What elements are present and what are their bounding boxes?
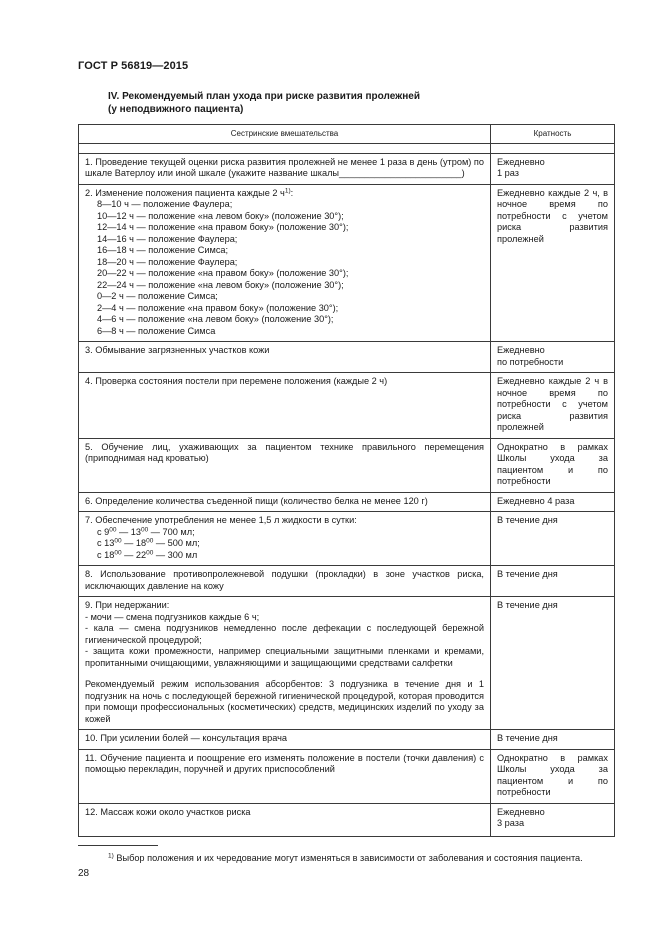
document-header: ГОСТ Р 56819—2015 (78, 60, 189, 72)
table-row (79, 153, 615, 184)
fluid-minutes: 00 (114, 549, 122, 556)
intervention-cell: 6. Определение количества съеденной пищи (количество белка не менее 120 г) (79, 492, 491, 512)
schedule-item: 4—6 ч — положение «на левом боку» (положение 30°); (97, 314, 334, 324)
table-row (79, 597, 615, 730)
table-row (79, 438, 615, 492)
frequency-cell: В течение дня (491, 512, 615, 566)
intervention-title-tail: : (290, 187, 294, 198)
absorbent-recommendation: Рекомендуемый режим использования абсорбентов: 3 подгузника в течение дня и 1 подгузник на ночь с последующей бережной гигиенической процедурой, которая проводится при помощи профессиональных (косметических) средств, медицинских изделий по уходу за кожей (85, 679, 484, 724)
intervention-cell: 10. При усилении болей — консультация врача (79, 730, 491, 750)
schedule-item: 8—10 ч — положение Фаулера; (97, 199, 233, 209)
intervention-cell: 4. Проверка состояния постели при перемене положения (каждые 2 ч) (79, 373, 491, 439)
table-row (79, 512, 615, 566)
frequency-cell: Ежедневно каждые 2 ч, в ночное время по потребности с учетом риска развития пролежней (491, 184, 615, 342)
fluid-item (85, 527, 484, 539)
fluid-time: — 18 (121, 538, 147, 548)
fluid-minutes: 00 (114, 537, 122, 545)
fluid-minutes: 00 (109, 526, 117, 533)
intervention-cell (79, 512, 491, 566)
frequency-line: 3 раза (497, 818, 525, 828)
schedule-item: 12—14 ч — положение «на правом боку» (положение 30°); (97, 222, 349, 232)
fluid-minutes: 00 (146, 549, 154, 556)
table-row (79, 184, 615, 342)
fluid-volume: — 700 мл; (148, 526, 195, 537)
frequency-cell (491, 803, 615, 836)
footnote-mark: 1) (108, 852, 114, 860)
fluid-time: — 22 (121, 549, 147, 560)
table-row (79, 803, 615, 836)
section-title (108, 90, 588, 116)
incontinence-line: 9. При недержании: (85, 600, 170, 610)
header-gap (79, 143, 615, 153)
intervention-cell: 12. Массаж кожи около участков риска (79, 803, 491, 836)
fluid-time: с 18 (97, 549, 115, 560)
table-row (79, 749, 615, 803)
fluid-minutes: 00 (146, 537, 154, 545)
schedule-item: 10—12 ч — положение «на левом боку» (положение 30°); (97, 210, 344, 221)
frequency-cell (491, 342, 615, 373)
intervention-cell: 3. Обмывание загрязненных участков кожи (79, 342, 491, 373)
intervention-cell: 5. Обучение лиц, ухаживающих за пациентом технике правильного перемещения (приподнимая над кроватью) (79, 438, 491, 492)
footnote-text: Выбор положения и их чередование могут изменяться в зависимости от заболевания и состояния пациента. (113, 853, 583, 863)
column-header-frequency: Кратность (491, 125, 615, 144)
table-row (79, 730, 615, 750)
section-title-line-1: IV. Рекомендуемый план ухода при риске развития пролежней (108, 91, 420, 102)
fluid-item (85, 538, 484, 550)
section-title-line-2: (у неподвижного пациента) (108, 104, 244, 115)
frequency-cell: Ежедневно каждые 2 ч в ночное время по потребности с учетом риска развития пролежней (491, 373, 615, 439)
fluid-time: с 13 (97, 538, 115, 548)
table-header-row (79, 125, 615, 144)
schedule-item: 6—8 ч — положение Симса (97, 325, 216, 336)
incontinence-line: - мочи — смена подгузников каждые 6 ч; (85, 611, 260, 622)
frequency-cell: В течение дня (491, 730, 615, 750)
intervention-cell: 8. Использование противопролежневой подушки (прокладки) в зоне участков риска, исключающих давление на кожу (79, 566, 491, 597)
intervention-cell (79, 184, 491, 342)
incontinence-line: - защита кожи промежности, например специальными защитными пленками и кремами, пропитанными очищающими, увлажняющими и защищающими средствами салфетки (85, 646, 484, 668)
fluid-volume: — 500 мл; (153, 538, 200, 548)
frequency-cell: Однократно в рамках Школы ухода за пациентом и по потребности (491, 438, 615, 492)
intervention-title-text: 2. Изменение положения пациента каждые 2 ч (85, 187, 285, 198)
frequency-cell: Однократно в рамках Школы ухода за пациентом и по потребности (491, 749, 615, 803)
schedule-item: 0—2 ч — положение Симса; (97, 291, 218, 301)
frequency-cell: В течение дня (491, 566, 615, 597)
fluid-time: — 13 (116, 526, 142, 537)
page-number: 28 (78, 868, 90, 879)
frequency-cell (491, 153, 615, 184)
intervention-title (85, 188, 484, 200)
intervention-cell: 1. Проведение текущей оценки риска развития пролежней не менее 1 раза в день (утром) по шкале Ватерлоу или иной шкале (укажите название шкалы________________________) (79, 153, 491, 184)
frequency-line: Ежедневно (497, 806, 545, 817)
frequency-line: Ежедневно (497, 156, 545, 167)
footnote (108, 852, 618, 864)
frequency-line: по потребности (497, 356, 564, 367)
schedule-item: 22—24 ч — положение «на левом боку» (положение 30°); (97, 279, 344, 290)
frequency-cell: В течение дня (491, 597, 615, 730)
schedule-item: 14—16 ч — положение Фаулера; (97, 233, 238, 244)
column-header-interventions: Сестринские вмешательства (79, 125, 491, 144)
schedule-item: 18—20 ч — положение Фаулера; (97, 256, 238, 267)
intervention-title: 7. Обеспечение употребления не менее 1,5 л жидкости в сутки: (85, 515, 357, 525)
frequency-cell: Ежедневно 4 раза (491, 492, 615, 512)
schedule-item: 20—22 ч — положение «на правом боку» (положение 30°); (97, 268, 349, 278)
table-row (79, 492, 615, 512)
frequency-line: 1 раз (497, 168, 519, 178)
incontinence-line: - кала — смена подгузников немедленно после дефекации с последующей бережной гигиенической процедурой; (85, 623, 484, 645)
table-row (79, 566, 615, 597)
schedule-item: 2—4 ч — положение «на правом боку» (положение 30°); (97, 302, 339, 313)
frequency-line: Ежедневно (497, 345, 545, 355)
fluid-minutes: 00 (141, 526, 149, 533)
care-plan-table (78, 124, 615, 837)
table-row (79, 373, 615, 439)
fluid-volume: — 300 мл (153, 549, 198, 560)
intervention-cell: 11. Обучение пациента и поощрение его изменять положение в постели (точки давления) с помощью перекладин, поручней и других приспособлений (79, 749, 491, 803)
intervention-cell (79, 597, 491, 730)
fluid-item (85, 550, 484, 562)
fluid-time: с 9 (97, 526, 110, 537)
table-row (79, 342, 615, 373)
footnote-separator (78, 845, 158, 846)
footnote-ref: 1) (284, 187, 291, 194)
schedule-item: 16—18 ч — положение Симса; (97, 245, 229, 255)
